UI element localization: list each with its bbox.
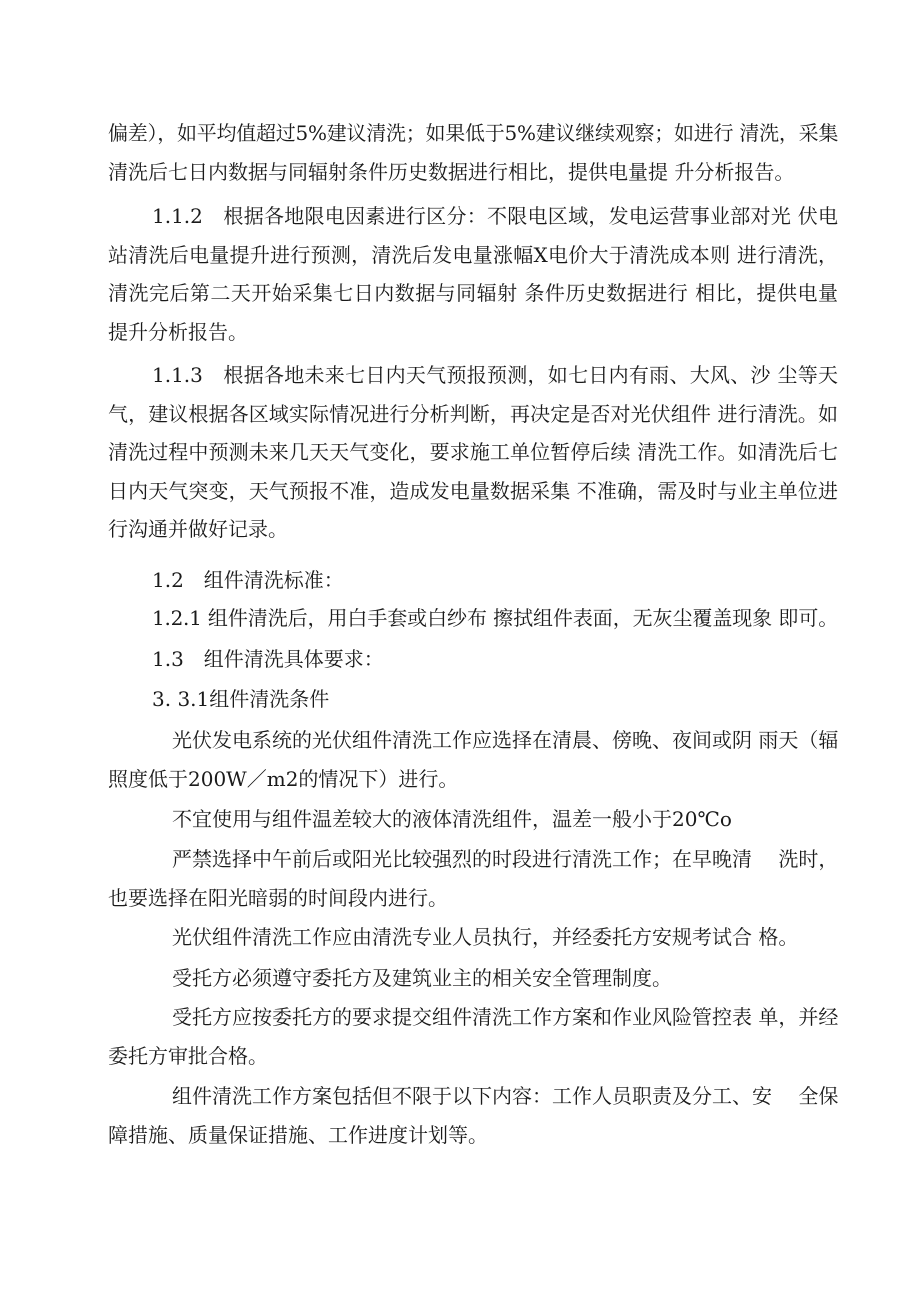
text-line: 也要选择在阳光暗弱的时间段内进行。 xyxy=(108,885,448,910)
text-line: 光伏组件清洗工作应由清洗专业人员执行，并经委托方安规考试合 格。 xyxy=(172,925,799,949)
text-line: 1.1.2 根据各地限电因素进行区分：不限电区域，发电运营事业部对光 伏电 xyxy=(152,204,838,228)
text-line: 1.2.1 组件清洗后，用白手套或白纱布 擦拭组件表面，无灰尘覆盖现象 即可。 xyxy=(152,606,838,630)
paragraph-personnel xyxy=(108,918,838,957)
text-line: 清洗完后第二天开始采集七日内数据与同辐射 条件历史数据进行 相比，提供电量 xyxy=(108,281,838,305)
paragraph-1-2-1 xyxy=(108,599,838,638)
paragraph-cleaning-time xyxy=(108,721,838,798)
text-line: 气，建议根据各区域实际情况进行分析判断，再决定是否对光伏组件 进行清洗。如 xyxy=(108,401,838,426)
paragraph-plan-contents xyxy=(108,1077,838,1154)
paragraph-safety-rules xyxy=(108,959,838,998)
text-line: 偏差），如平均值超过5%建议清洗；如果低于5%建议继续观察；如进行 清洗，采集 xyxy=(108,121,839,145)
paragraph-temperature xyxy=(108,800,838,839)
paragraph-1-1-3 xyxy=(108,356,838,549)
text-line: 1.3 组件清洗具体要求： xyxy=(152,647,384,671)
section-heading-1-3 xyxy=(108,640,838,679)
text-line: 严禁选择中午前后或阳光比较强烈的时段进行清洗工作；在早晚清 洗时， xyxy=(172,847,839,871)
text-line: 提升分析报告。 xyxy=(108,319,248,344)
text-line: 1.2 组件清洗标准： xyxy=(152,568,344,592)
paragraph-sunlight xyxy=(108,840,838,917)
text-line: 站清洗后电量提升进行预测，清洗后发电量涨幅X电价大于清洗成本则 进行清洗， xyxy=(108,242,838,267)
text-line: 日内天气突变，天气预报不准，造成发电量数据采集 不准确，需及时与业主单位进 xyxy=(108,478,838,503)
text-line: 1.1.3 根据各地未来七日内天气预报预测，如七日内有雨、大风、沙 尘等天 xyxy=(152,363,838,387)
text-line: 行沟通并做好记录。 xyxy=(108,517,288,541)
text-line: 3. 3.1组件清洗条件 xyxy=(152,687,330,711)
text-line: 照度低于200W／m2的情况下）进行。 xyxy=(108,766,459,791)
paragraph-1-1-2 xyxy=(108,197,838,351)
text-line: 委托方审批合格。 xyxy=(108,1043,268,1068)
text-line: 光伏发电系统的光伏组件清洗工作应选择在清晨、傍晚、夜间或阴 雨天（辐 xyxy=(172,728,839,752)
text-line: 受托方必须遵守委托方及建筑业主的相关安全管理制度。 xyxy=(172,966,672,990)
text-line: 组件清洗工作方案包括但不限于以下内容：工作人员职责及分工、安 全保 xyxy=(172,1084,839,1108)
paragraph-work-plan xyxy=(108,998,838,1075)
section-heading-1-2 xyxy=(108,561,838,600)
subsection-heading-3-3-1 xyxy=(108,680,838,719)
text-line: 不宜使用与组件温差较大的液体清洗组件，温差一般小于20℃o xyxy=(172,807,732,831)
text-line: 障措施、质量保证措施、工作进度计划等。 xyxy=(108,1122,488,1147)
text-line: 清洗过程中预测未来几天天气变化，要求施工单位暂停后续 清洗工作。如清洗后七 xyxy=(108,440,838,464)
text-line: 清洗后七日内数据与同辐射条件历史数据进行相比，提供电量提 升分析报告。 xyxy=(108,159,795,184)
paragraph-cleaning-threshold xyxy=(108,114,838,191)
text-line: 受托方应按委托方的要求提交组件清洗工作方案和作业风险管控表 单，并经 xyxy=(172,1005,839,1029)
